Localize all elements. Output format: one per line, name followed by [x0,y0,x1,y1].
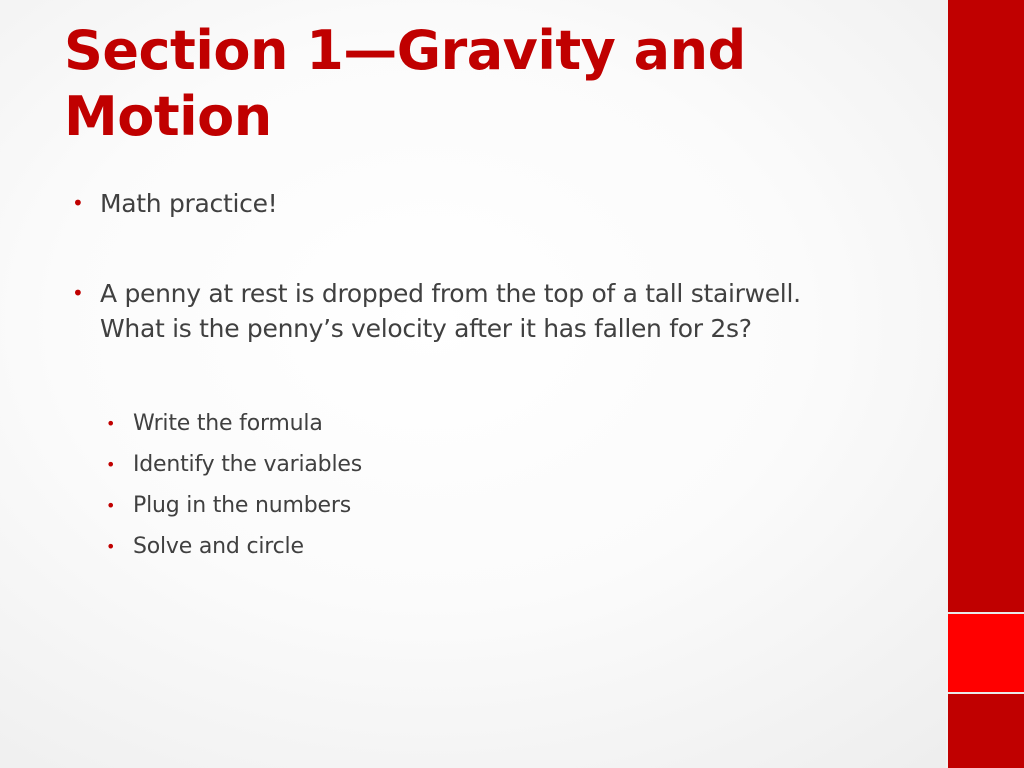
slide-body [72,186,872,567]
sub-bullet-item [106,485,872,526]
sub-bullet-icon: • [106,455,116,474]
bullet-icon: • [72,281,84,305]
sub-bullet-icon: • [106,414,116,433]
sub-bullet-item [106,526,872,567]
bullet-item [72,276,872,346]
sub-bullet-icon: • [106,537,116,556]
sub-bullet-item [106,403,872,444]
sub-bullet-text: Plug in the numbers [133,493,351,518]
sub-bullet-list [72,403,872,567]
side-accent-block [948,614,1024,692]
bullet-text: A penny at rest is dropped from the top of a tall stairwell. What is the penny’s velocity after it has fallen for 2s? [100,279,801,343]
side-bar-separator-top [948,612,1024,614]
sub-bullet-item [106,444,872,485]
bullet-item [72,186,872,221]
sub-bullet-icon: • [106,496,116,515]
sub-bullet-text: Solve and circle [133,534,304,559]
side-bar-separator-bottom [948,692,1024,694]
bullet-icon: • [72,191,84,215]
bullet-text: Math practice! [100,189,278,218]
slide-title: Section 1—Gravity and Motion [64,19,746,148]
sub-bullet-text: Identify the variables [133,452,362,477]
sub-bullet-text: Write the formula [133,411,323,436]
